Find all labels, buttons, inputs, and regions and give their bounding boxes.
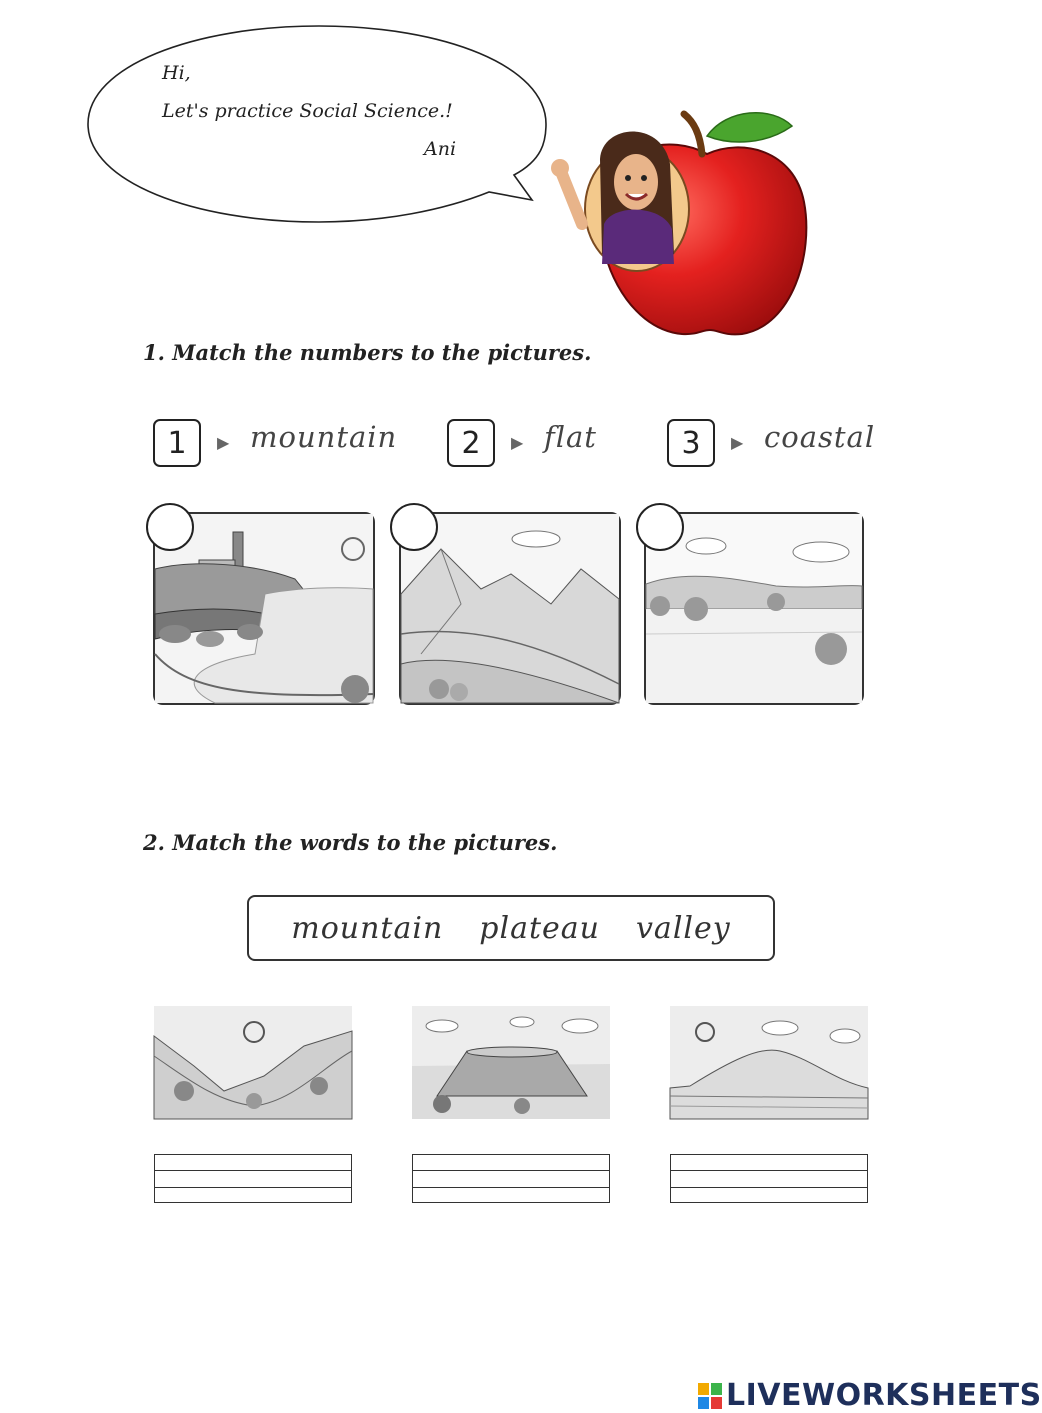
picture-valley [154,1006,352,1119]
brand-text: LIVEWORKSHEETS [726,1378,1042,1413]
answer-circle-2[interactable] [390,503,438,551]
number-box-3: 3 [667,419,715,467]
answer-box-1[interactable] [154,1154,352,1203]
word-bank [247,895,775,961]
number-box-1: 1 [153,419,201,467]
word-bank-mountain: mountain [291,910,444,946]
exercise2-heading: 2. Match the words to the pictures. [143,830,558,855]
answer-box-3[interactable] [670,1154,868,1203]
greeting-line-1: Hi, [162,62,191,84]
arrow-icon: ▶ [217,433,230,452]
word-bank-plateau: plateau [479,910,600,946]
greeting-signature: Ani [424,138,457,160]
option-word-1: mountain [250,420,398,454]
picture-plateau [412,1006,610,1119]
answer-box-2[interactable] [412,1154,610,1203]
apple-avatar-illustration [552,104,812,344]
option-word-3: coastal [764,420,876,454]
option-word-2: flat [544,420,597,454]
answer-circle-1[interactable] [146,503,194,551]
liveworksheets-logo [698,1378,1042,1413]
word-bank-valley: valley [635,910,731,946]
greeting-line-2: Let's practice Social Science.! [162,100,453,122]
brand-icon [698,1383,722,1409]
exercise1-heading: 1. Match the numbers to the pictures. [143,340,592,365]
picture-mountain-2 [670,1006,868,1119]
answer-circle-3[interactable] [636,503,684,551]
arrow-icon: ▶ [731,433,744,452]
arrow-icon: ▶ [511,433,524,452]
number-box-2: 2 [447,419,495,467]
